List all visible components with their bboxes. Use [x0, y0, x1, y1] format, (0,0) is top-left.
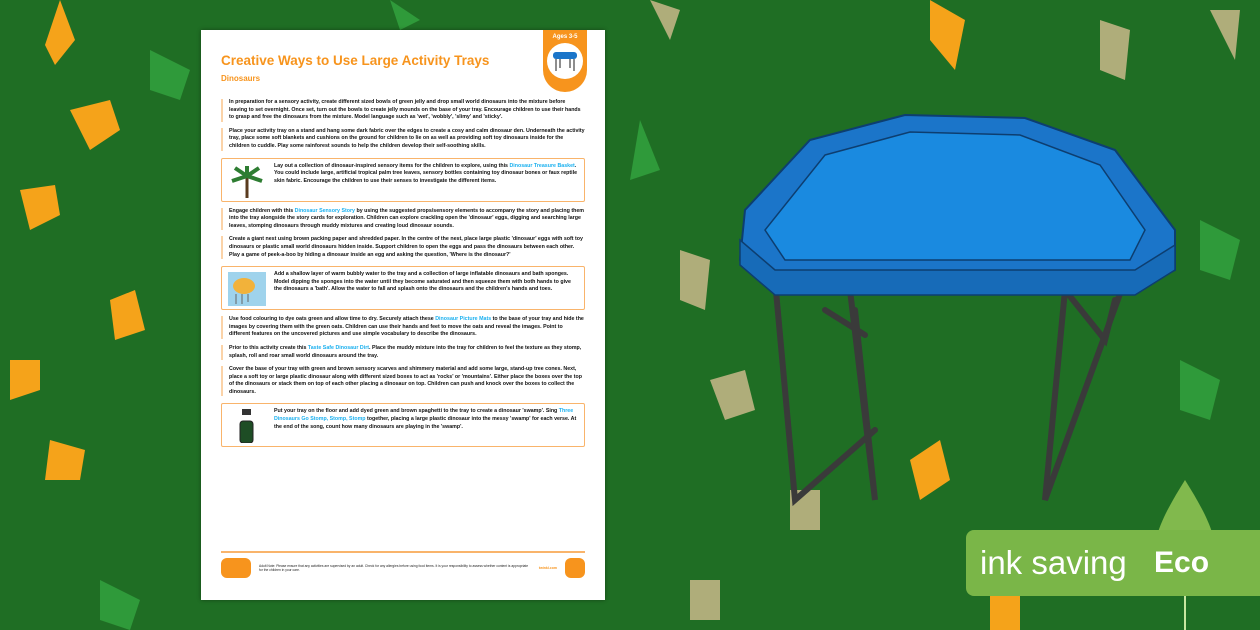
age-badge	[543, 30, 587, 92]
activity-document-preview	[201, 30, 605, 600]
footer-url[interactable]: twinkl.com	[538, 566, 557, 570]
paragraph	[221, 316, 585, 339]
box-text: Put your tray on the floor and add dyed green and brown spaghetti to the tray to create a dinosaur 'swamp'. Sing	[274, 408, 559, 415]
song-link[interactable]: Three Dinosaurs Go Stomp, Stomp, Stomp	[274, 408, 574, 423]
paragraph: Create a giant nest using brown packing paper and shredded paper. In the centre of the nest, place large plastic 'dinosaur' eggs with soft toy dinosaurs or plastic small world dinosaurs hidden inside. Support children to open the eggs and pass the dinosaurs between each other. Play a game of peek-a-boo by hiding a dinosaur inside an egg and asking the question, 'Where is the dinosaur?'	[221, 236, 585, 259]
highlight-box	[221, 403, 585, 447]
picture-mats-link[interactable]: Dinosaur Picture Mats	[435, 316, 492, 323]
box-text: Add a shallow layer of warm bubbly water to the tray and a collection of large inflatable dinosaurs and bath sponges. Model dipping the sponges into the water until they become saturated and then squeeze them with both hands to give the dinosaurs a 'bath'. Allow the water to fall and splash onto the dinosaurs and the children's hands and toes.	[274, 271, 571, 293]
document-title: Creative Ways to Use Large Activity Trays	[221, 53, 490, 68]
twinkl-logo-right	[565, 558, 585, 578]
footer-note: Adult Note: Please ensure that any activities are supervised by an adult. Check for any allergies before using food items. It is your responsibility to assess whether content is appropriate for the children in your care.	[259, 563, 529, 572]
paragraph: In preparation for a sensory activity, create different sized bowls of green jelly and drop small world dinosaurs into the mixture before leaving to set overnight. Once set, turn out the bowls to create jelly mounds on the base of your tray. Encourage children to use their hands to grasp and free the dinosaurs from the mixture. Model language such as 'wet', 'wobbly', 'slimy' and 'sticky'.	[221, 99, 585, 122]
box-text: Lay out a collection of dinosaur-inspired sensory items for the children to explore, using this	[274, 162, 510, 169]
eco-label: Eco	[1154, 546, 1210, 579]
highlight-box	[221, 266, 585, 310]
dinosaur-treasure-basket-link[interactable]: Dinosaur Treasure Basket	[509, 162, 575, 169]
text: to the base of your tray and hide the images by covering them with the green oats. Children can use their hands and feet to move the oats and reveal the images. Point to different features on the uncovered pictures and use simple vocabulary to describe the dinosaurs.	[229, 316, 584, 338]
document-subtitle: Dinosaurs	[221, 74, 261, 83]
paragraph	[221, 345, 585, 360]
text: Engage children with this	[229, 207, 295, 214]
tray-icon	[547, 43, 583, 79]
palm-tree-icon	[228, 164, 266, 198]
sensory-bottle-icon	[228, 409, 266, 443]
activity-tray-illustration	[735, 110, 1185, 520]
highlight-box	[221, 158, 585, 202]
text: by using the suggested props/sensory elements to accompany the story and placing them into the tray alongside the story cards for exploration. Children can explore crackling open the 'dinosaur' eggs, digging and searching large leaves, stomping dinosaurs through muddy mixtures and creating loud dinosaur sounds.	[229, 207, 584, 229]
text: Prior to this activity create this	[229, 344, 308, 351]
ink-saving-label: ink saving	[980, 544, 1127, 581]
paragraph	[221, 208, 585, 231]
sponge-hands-icon	[228, 272, 266, 306]
box-text: . You could include large, artificial tropical palm tree leaves, sensory bottles containing toy dinosaur bones or faux reptile skin fabric. Encourage the children to use their senses to investigate the different items.	[274, 162, 578, 184]
ink-saving-eco-badge	[966, 530, 1260, 596]
dinosaur-dirt-link[interactable]: Taste Safe Dinosaur Dirt	[307, 344, 370, 351]
twinkl-logo	[221, 558, 251, 578]
text: Use food colouring to dye oats green and allow time to dry. Securely attach these	[229, 316, 436, 323]
box-text: together, placing a large plastic dinosaur into the messy 'swamp' for each verse. At the end of the song, count how many dinosaurs are playing in the 'swamp'.	[274, 416, 577, 430]
document-footer	[221, 551, 585, 578]
paragraph: Place your activity tray on a stand and hang some dark fabric over the edges to create a cosy and calm dinosaur den. Underneath the activity tray, place some soft blankets and cushions on the ground for children to lie on as well as providing soft toy dinosaurs inside for the children to cuddle. Play some rainforest sounds to help the children develop their self-soothing skills.	[221, 128, 585, 151]
paragraph: Cover the base of your tray with green and brown sensory scarves and shimmery material and add some large, stand-up tree cones. Next, place a soft toy or large plastic dinosaur along with different sized boxes to act as 'rocks' or 'mountains'. Either place the boxes over the top of the dinosaurs or stack them on top of each other placing a dinosaur on top. Children can push and knock over the boxes to collect the dinosaurs.	[221, 366, 585, 396]
text: . Place the muddy mixture into the tray for children to feel the texture as they stomp, splash, roll and roar small world dinosaurs around the tray.	[229, 344, 582, 359]
age-badge-label: Ages 3-5	[552, 34, 578, 40]
sensory-story-link[interactable]: Dinosaur Sensory Story	[294, 207, 355, 214]
